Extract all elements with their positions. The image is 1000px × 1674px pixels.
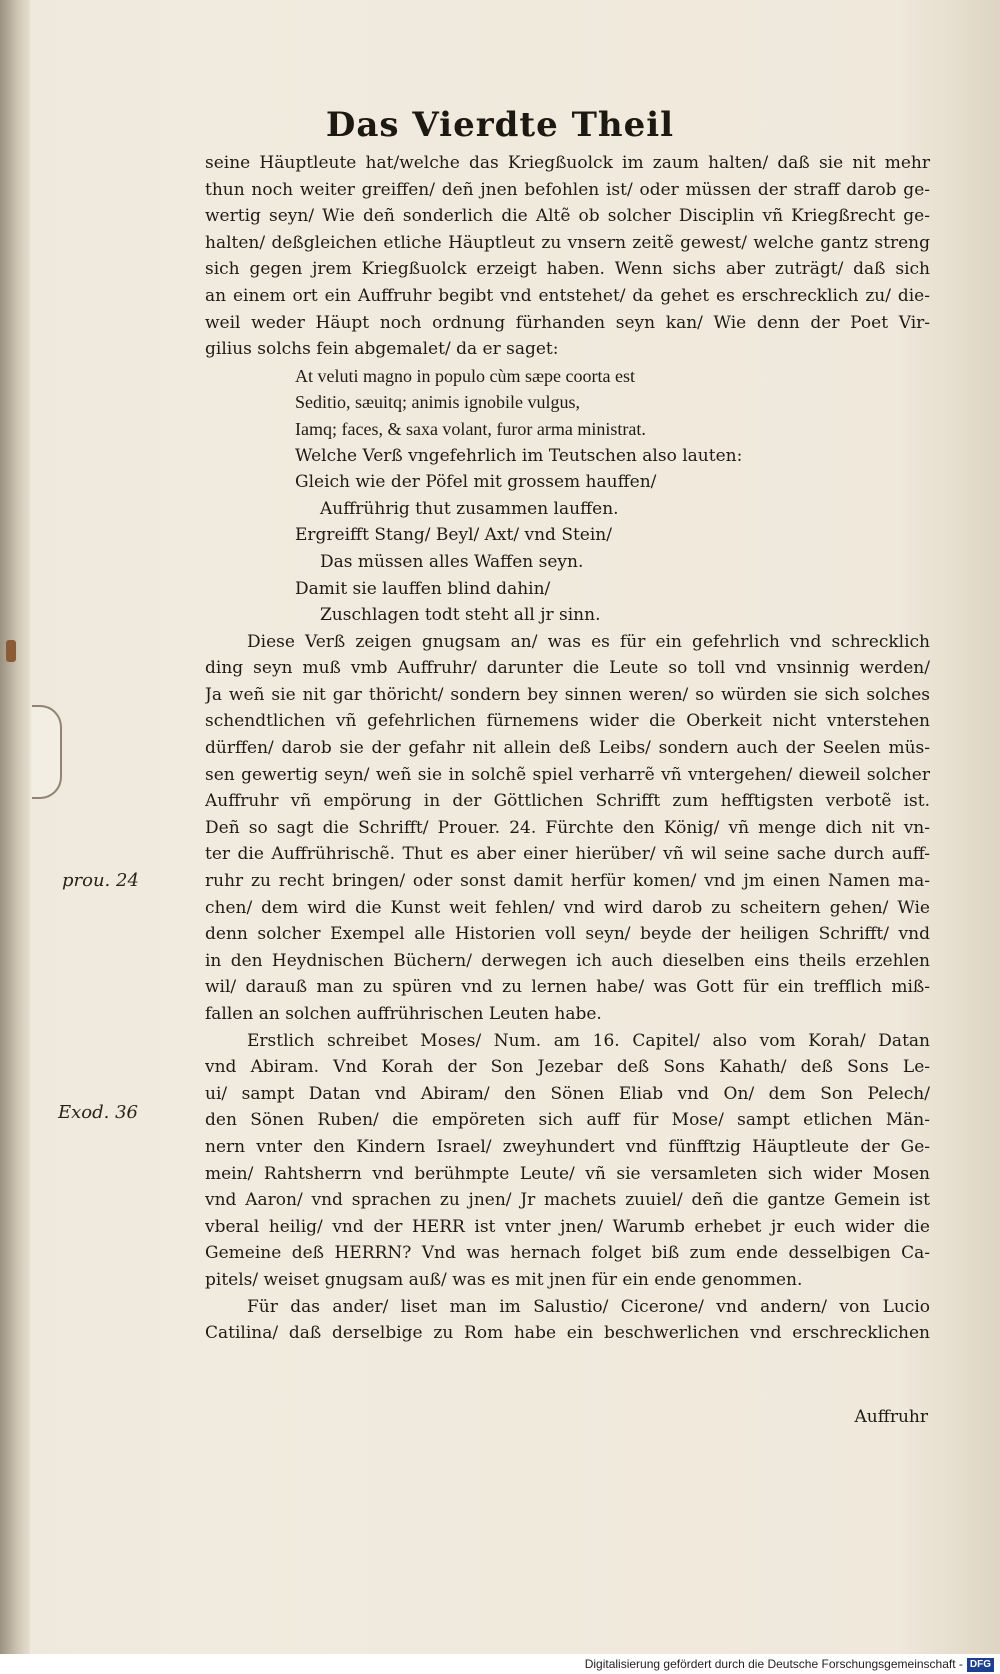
text-line: Iamq; faces, & saxa volant, furor arma ministrat.	[295, 418, 646, 439]
text-line: an einem ort ein Auffruhr begibt vnd entstehet/ da gehet es erschrecklich zu/ die-	[205, 285, 930, 306]
text-line: Ja weñ sie nit gar thöricht/ sondern bey sinnen weren/ so würden sie sich solches	[205, 684, 930, 705]
text-line: vnd Aaron/ vnd sprachen zu jnen/ Jr machets zuuiel/ deñ die gantze Gemein ist	[205, 1190, 930, 1211]
text-line: wil/ darauß man zu spüren vnd zu lernen habe/ was Gott für ein trefflich miß-	[205, 977, 930, 998]
text-line: pitels/ weiset gnugsam auß/ was es mit jnen für ein ende genommen.	[205, 1269, 803, 1290]
text-line: gilius solchs fein abgemalet/ da er saget:	[205, 339, 559, 360]
text-line: Diese Verß zeigen gnugsam an/ was es für ein gefehrlich vnd schrecklich	[247, 631, 930, 652]
text-line: vnd Abiram. Vnd Korah der Son Jezebar deß Sons Kahath/ deß Sons Le-	[205, 1057, 930, 1078]
text-line: sich gegen jrem Kriegßuolck erzeigt haben. Wenn sichs aber zuträgt/ daß sich	[205, 259, 930, 280]
text-line: mein/ Rahtsherrn vnd berühmpte Leute/ vñ sie versamleten sich wider Mosen	[205, 1163, 930, 1184]
bookmark-ribbon	[32, 705, 62, 799]
text-line: Gleich wie der Pöfel mit grossem hauffen/	[295, 472, 657, 493]
footer-bar	[0, 1654, 1000, 1674]
marginal-note-prou: prou. 24	[62, 870, 139, 891]
dfg-logo: DFG	[967, 1658, 994, 1672]
text-line: ding seyn muß vmb Auffruhr/ darunter die Leute so toll vnd vnsinnig werden/	[205, 658, 930, 679]
text-line: schendtlichen vñ gefehrlichen fürnemens wider die Oberkeit nicht vnterstehen	[205, 711, 930, 732]
text-line: Catilina/ daß derselbige zu Rom habe ein beschwerlichen vnd erschrecklichen	[205, 1323, 930, 1344]
text-line: vberal heilig/ vnd der HERR ist vnter jnen/ Warumb erhebet jr euch wider die	[205, 1216, 930, 1237]
text-line: Damit sie lauffen blind dahin/	[295, 578, 551, 599]
text-line: weil weder Häupt noch ordnung fürhanden seyn kan/ Wie denn der Poet Vir-	[205, 312, 930, 333]
text-line: halten/ deßgleichen etliche Häuptleut zu vnsern zeitẽ gewest/ welche gantz streng	[205, 232, 930, 253]
text-line: Gemeine deß HERRN? Vnd was hernach folget biß zum ende desselbigen Ca-	[205, 1243, 930, 1264]
text-line: ui/ sampt Datan vnd Abiram/ den Sönen Eliab vnd On/ dem Son Pelech/	[205, 1083, 930, 1104]
text-line: seine Häuptleute hat/welche das Kriegßuolck im zaum halten/ daß sie nit mehr	[205, 153, 930, 173]
text-line: Ergreifft Stang/ Beyl/ Axt/ vnd Stein/	[295, 525, 612, 546]
text-line: fallen an solchen auffrührischen Leuten habe.	[205, 1004, 602, 1024]
text-line: in den Heydnischen Büchern/ derwegen ich auch dieselben eins theils erzehlen	[205, 950, 930, 971]
text-line: ruhr zu recht bringen/ oder sonst damit herfür komen/ vnd jm einen Namen ma-	[205, 871, 930, 892]
text-line: ter die Auffrührischẽ. Thut es aber einer hierüber/ vñ wil seine sache durch auff-	[205, 844, 930, 865]
text-line: thun noch weiter greiffen/ deñ jnen befohlen ist/ oder müssen der straff darob ge-	[205, 179, 930, 200]
text-line: Erstlich schreibet Moses/ Num. am 16. Capitel/ also vom Korah/ Datan	[247, 1030, 930, 1051]
text-line: sen gewertig seyn/ weñ sie in solchẽ spiel verharrẽ vñ vntergehen/ dieweil solcher	[205, 764, 930, 785]
text-line: dürffen/ darob sie der gefahr nit allein deß Leibs/ sondern auch der Seelen müs-	[205, 738, 930, 759]
text-line: chen/ dem wird die Kunst weit fehlen/ vnd wird darob zu scheitern gehen/ Wie	[205, 897, 930, 918]
marginal-note-exod: Exod. 36	[58, 1102, 138, 1123]
text-line: den Sönen Ruben/ die empöreten sich auff für Mose/ sampt etlichen Män-	[205, 1110, 930, 1131]
text-line: denn solcher Exempel alle Historien voll seyn/ beyde der heiligen Schrifft/ vnd	[205, 924, 930, 945]
text-line: Auffrührig thut zusammen lauffen.	[320, 498, 619, 519]
text-line: Auffruhr vñ empörung in der Göttlichen Schrifft zum hefftigsten verbotẽ ist.	[205, 791, 930, 812]
catchword: Auffruhr	[854, 1407, 928, 1427]
text-line: Deñ so sagt die Schrifft/ Prouer. 24. Fürchte den König/ vñ menge dich nit vn-	[205, 817, 930, 838]
text-line: Zuschlagen todt steht all jr sinn.	[320, 605, 601, 626]
footer-credit: Digitalisierung gefördert durch die Deutsche Forschungsgemeinschaft -	[584, 1657, 963, 1671]
text-line: nern vnter den Kindern Israel/ zweyhundert vnd fünfftzig Häuptleute der Ge-	[205, 1136, 930, 1157]
text-line: Das müssen alles Waffen seyn.	[320, 551, 584, 572]
book-spine	[0, 0, 30, 1654]
body-text	[205, 150, 930, 1347]
page-stain	[6, 640, 16, 662]
page-header: Das Vierdte Theil	[325, 105, 675, 145]
text-line: At veluti magno in populo cùm sæpe coorta est	[295, 365, 635, 386]
text-line: Welche Verß vngefehrlich im Teutschen also lauten:	[295, 445, 743, 466]
text-line: wertig seyn/ Wie deñ sonderlich die Altẽ ob solcher Disciplin vñ Kriegßrecht ge-	[205, 206, 930, 227]
text-line: Für das ander/ liset man im Salustio/ Cicerone/ vnd andern/ von Lucio	[247, 1296, 930, 1317]
text-line: Seditio, sæuitq; animis ignobile vulgus,	[295, 392, 581, 413]
